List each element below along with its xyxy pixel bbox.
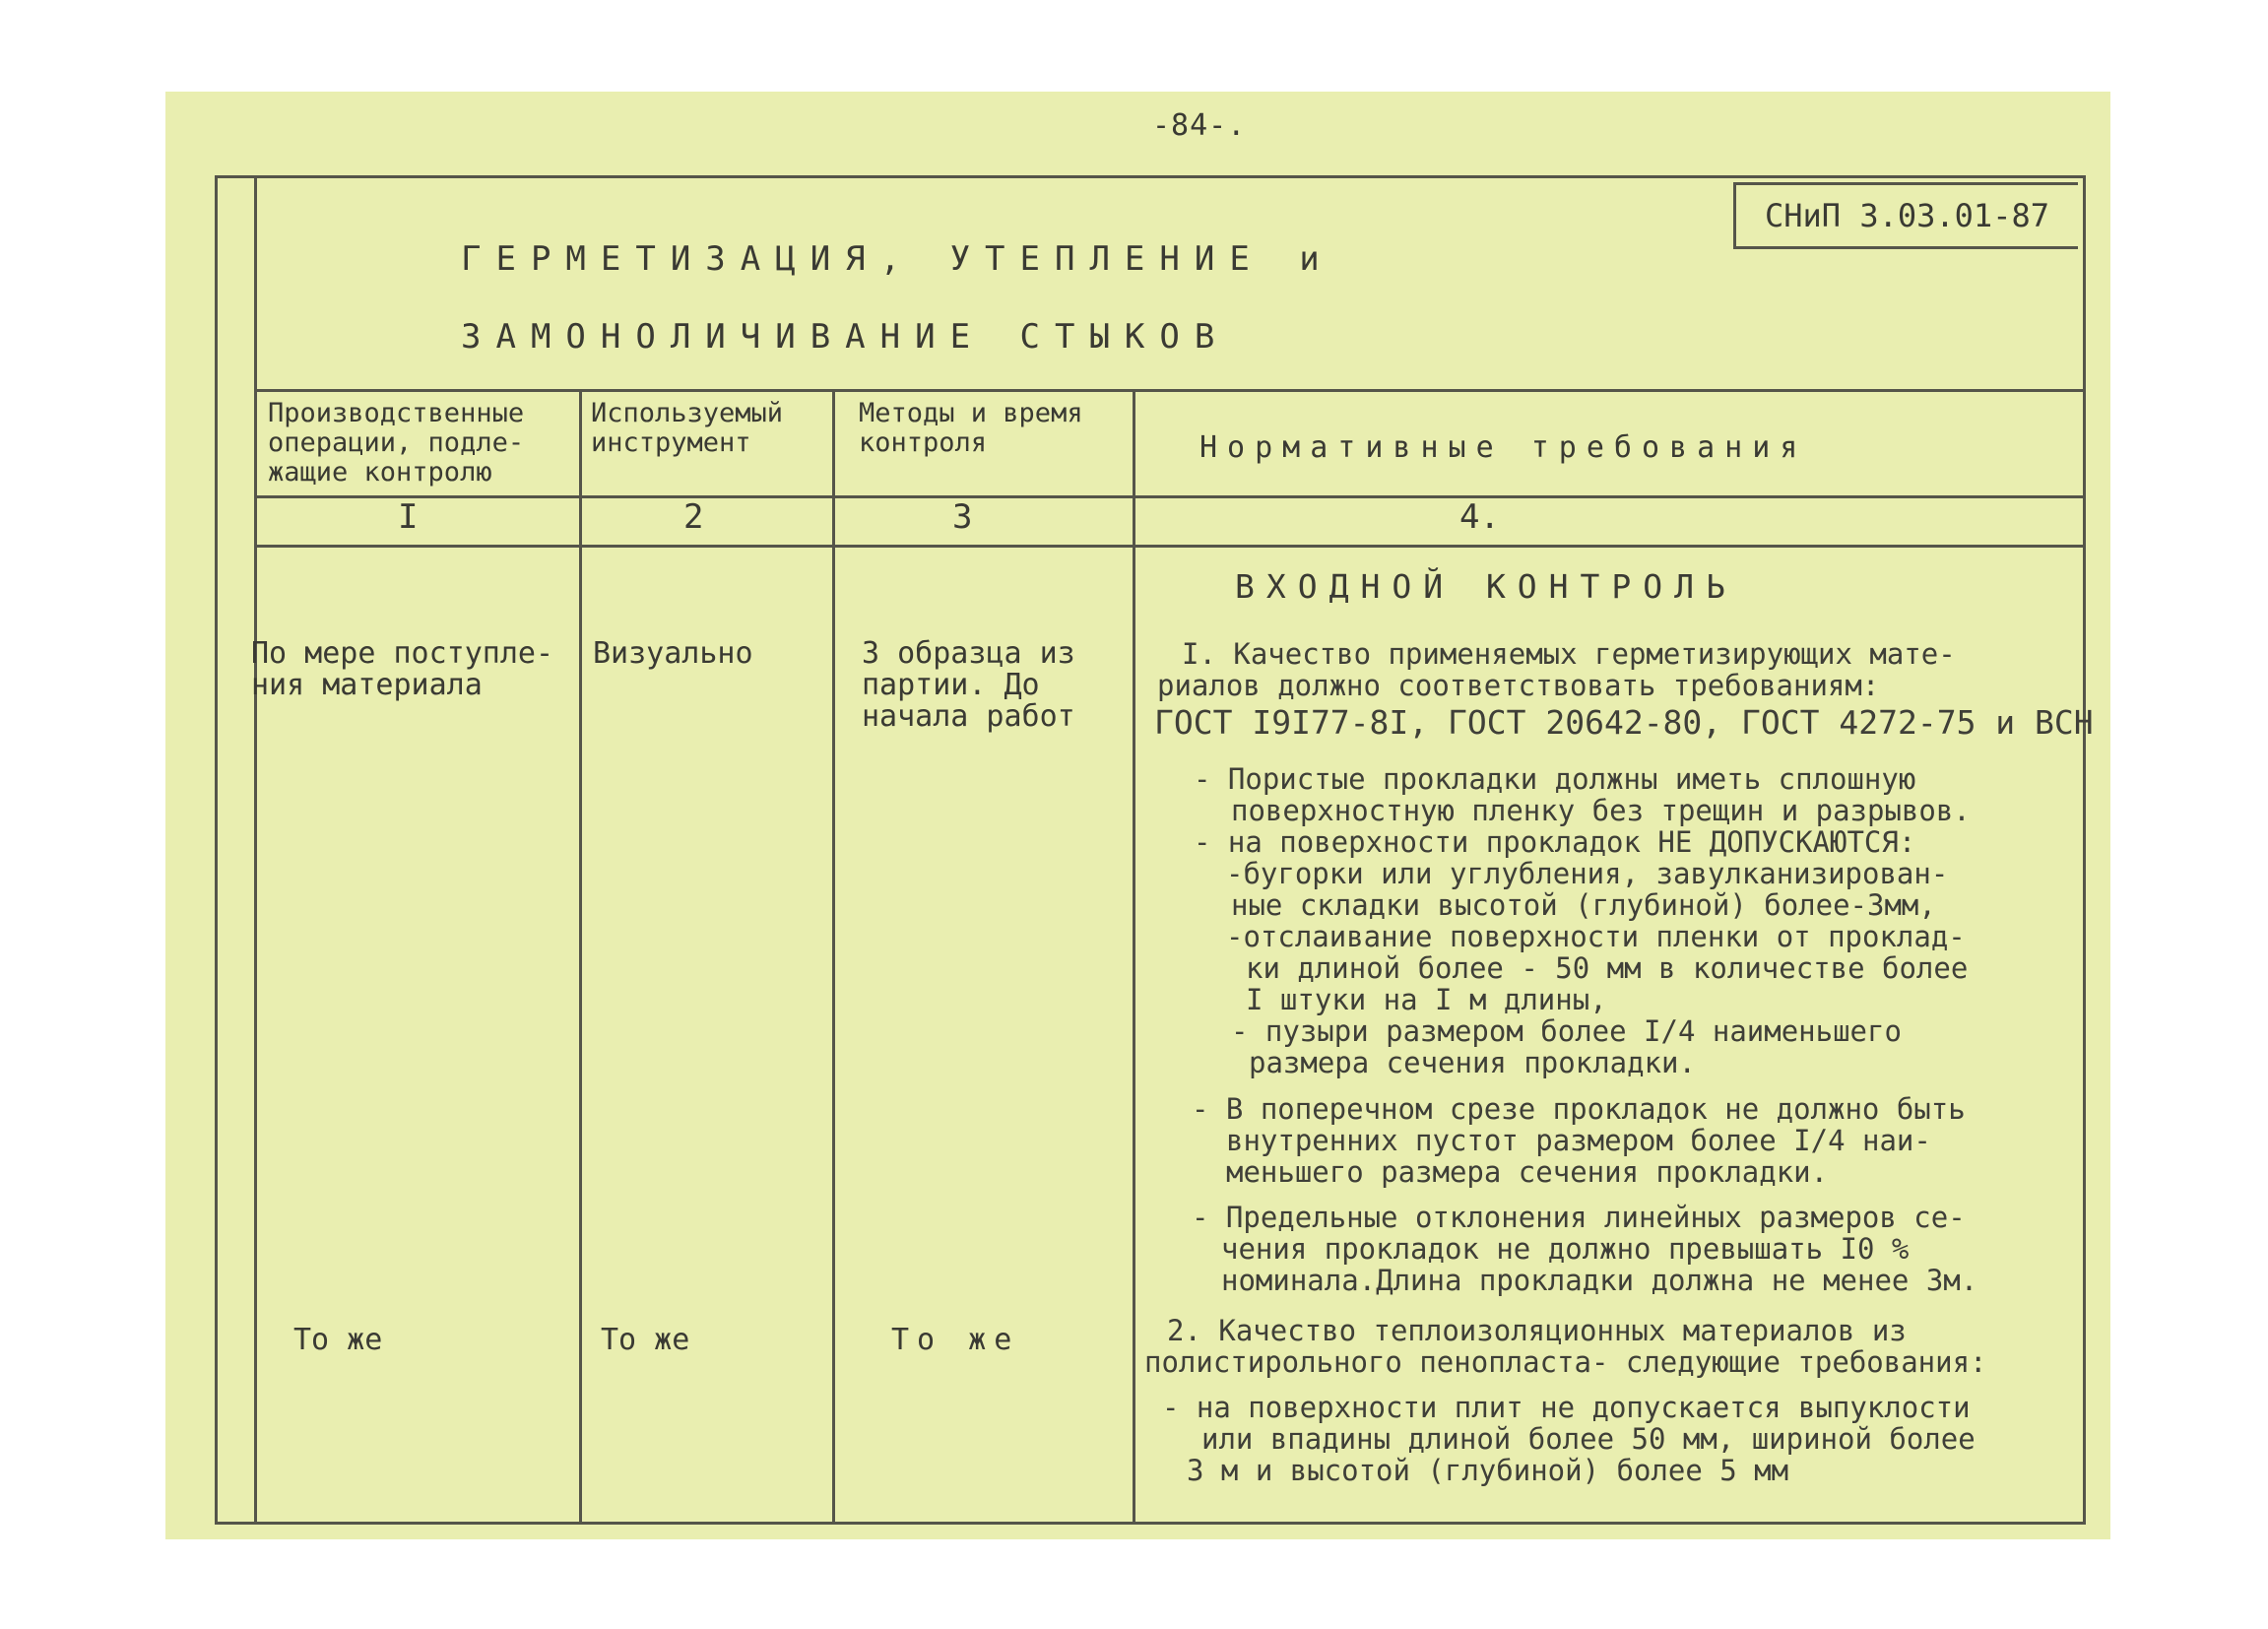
requirement-line: или впадины длиной более 50 мм, шириной более	[1201, 1422, 1976, 1456]
header-operations: Производственные операции, подле- жащие контролю	[268, 398, 525, 488]
doc-code: СНиП 3.03.01-87	[1733, 182, 2078, 249]
header-methods: Методы и время контроля	[859, 398, 1083, 458]
requirement-line: -бугорки или углубления, завулканизирован-	[1226, 857, 1949, 890]
requirement-line: 3 м и высотой (глубиной) более 5 мм	[1187, 1454, 1789, 1487]
column-number-4: 4.	[1459, 497, 1500, 537]
header-bottom-rule	[256, 495, 2086, 498]
requirement-line: размера сечения прокладки.	[1249, 1046, 1696, 1079]
section-title: ВХОДНОЙ КОНТРОЛЬ	[1235, 567, 1737, 606]
column-divider-3	[1133, 389, 1135, 1522]
document-title-line2: ЗАМОНОЛИЧИВАНИЕ СТЫКОВ	[461, 317, 1230, 357]
requirement-line: номинала.Длина прокладки должна не менее 3м.	[1221, 1264, 1978, 1297]
header-top-rule	[256, 389, 2086, 392]
requirement-line: внутренних пустот размером более I/4 наи-	[1226, 1124, 1931, 1157]
document-title-line1: ГЕРМЕТИЗАЦИЯ, УТЕПЛЕНИЕ и	[461, 239, 1334, 279]
numbers-bottom-rule	[256, 545, 2086, 548]
requirement-line: -отслаивание поверхности пленки от проклад-	[1226, 920, 1966, 953]
requirement-line: полистирольного пенопласта- следующие требования:	[1144, 1345, 1987, 1379]
left-inner-rule	[254, 175, 257, 1525]
requirement-line: I. Качество применяемых герметизирующих мате-	[1182, 637, 1956, 671]
requirement-line: - пузыри размером более I/4 наименьшего	[1231, 1014, 1902, 1048]
requirement-line: - В поперечном срезе прокладок не должно быть	[1192, 1092, 1966, 1126]
row2-method: То же	[891, 1323, 1020, 1357]
column-number-2: 2	[683, 497, 704, 537]
row2-tool: То же	[601, 1323, 690, 1357]
requirement-line: ки длиной более - 50 мм в количестве более	[1246, 951, 1969, 985]
column-divider-1	[579, 389, 582, 1522]
header-requirements: Нормативные требования	[1199, 430, 1808, 465]
header-tool: Используемый инструмент	[591, 398, 784, 458]
column-number-3: 3	[952, 497, 973, 537]
requirement-line: - на поверхности прокладок НЕ ДОПУСКАЮТСЯ:	[1194, 825, 1916, 859]
requirement-line: поверхностную пленку без трещин и разрывов.	[1231, 794, 1971, 827]
requirement-line: ные складки высотой (глубиной) более-3мм,	[1231, 888, 1936, 922]
requirement-line: I штуки на I м длины,	[1246, 983, 1607, 1016]
requirement-line: риалов должно соответствовать требованиям:	[1157, 669, 1880, 702]
requirement-line: чения прокладок не должно превышать I0 %	[1221, 1232, 1910, 1266]
column-number-1: I	[398, 497, 419, 537]
page-number: -84-.	[1152, 108, 1247, 143]
requirement-line: меньшего размера сечения прокладки.	[1226, 1155, 1829, 1189]
requirement-line: - Предельные отклонения линейных размеров се-	[1192, 1201, 1966, 1234]
row1-operation: По мере поступле- ния материала	[251, 636, 554, 702]
requirement-line: ГОСТ I9I77-8I, ГОСТ 20642-80, ГОСТ 4272-75 и ВСН	[1154, 703, 2094, 742]
requirement-line: - на поверхности плит не допускается выпуклости	[1162, 1391, 1971, 1424]
row1-method: 3 образца из партии. До начала работ	[862, 636, 1075, 734]
requirement-line: - Пористые прокладки должны иметь сплошную	[1194, 762, 1916, 796]
column-divider-2	[832, 389, 835, 1522]
row1-tool: Визуально	[593, 636, 753, 671]
row2-operation: То же	[293, 1323, 383, 1357]
requirement-line: 2. Качество теплоизоляционных материалов из	[1167, 1314, 1907, 1347]
